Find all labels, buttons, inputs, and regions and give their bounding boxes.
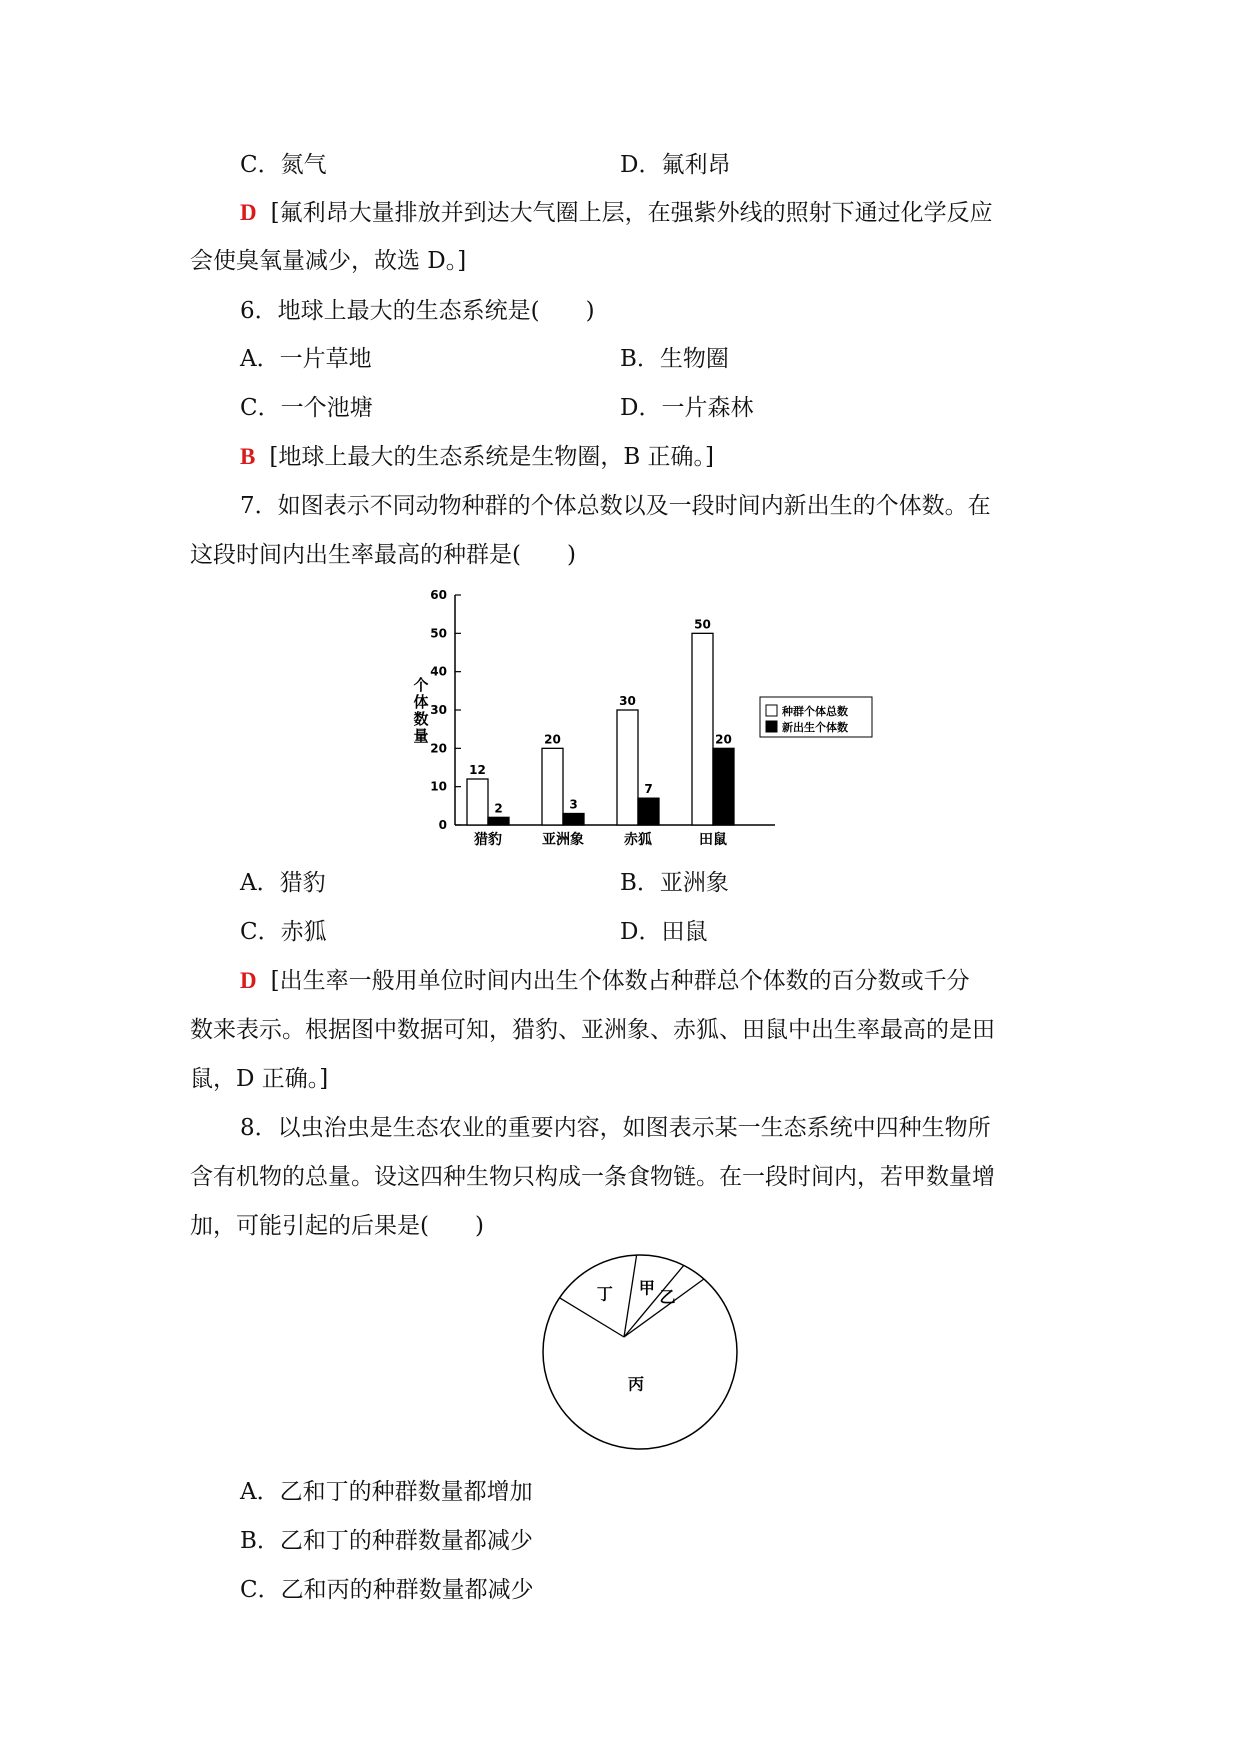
explanation-text: [出生率一般用单位时间内出生个体数占种群总个体数的百分数或千分 bbox=[270, 968, 970, 994]
y-tick-label: 40 bbox=[430, 664, 447, 679]
bar-newborn bbox=[713, 748, 734, 825]
bar-newborn bbox=[488, 817, 509, 825]
q7-explanation-cont2: 鼠，D 正确。] bbox=[190, 1066, 329, 1092]
y-tick-label: 10 bbox=[430, 779, 447, 794]
pie-slice-label: 甲 bbox=[638, 1278, 655, 1298]
bar-data-label: 50 bbox=[694, 617, 711, 632]
explanation-text: [地球上最大的生态系统是生物圈，B 正确。] bbox=[269, 444, 715, 470]
bar-data-label: 30 bbox=[619, 694, 636, 708]
bar-total bbox=[542, 748, 563, 825]
bar-chart bbox=[395, 585, 885, 850]
answer-letter: B bbox=[240, 444, 256, 469]
y-axis-label-char: 个 bbox=[413, 676, 429, 694]
pie-slice-label: 乙 bbox=[659, 1287, 676, 1307]
q8-stem-line3: 加，可能引起的后果是( ) bbox=[190, 1213, 484, 1239]
answer-letter: D bbox=[240, 200, 257, 225]
q6-answer bbox=[240, 442, 1110, 472]
q5-option-d: D．氟利昂 bbox=[620, 152, 731, 178]
explanation-text: [氟利昂大量排放并到达大气圈上层，在强紫外线的照射下通过化学反应 bbox=[270, 200, 993, 226]
bar-total bbox=[467, 779, 488, 825]
pie-slice-label: 丙 bbox=[627, 1374, 644, 1394]
legend-label: 种群个体总数 bbox=[782, 705, 848, 718]
q5-explanation-cont: 会使臭氧量减少，故选 D。] bbox=[190, 248, 467, 274]
y-tick-label: 20 bbox=[430, 741, 447, 756]
q8-stem-line1: 8．以虫治虫是生态农业的重要内容，如图表示某一生态系统中四种生物所 bbox=[240, 1115, 991, 1141]
x-tick-label: 亚洲象 bbox=[542, 832, 584, 848]
bar-total bbox=[617, 710, 638, 825]
bar-data-label: 3 bbox=[569, 797, 578, 812]
y-axis-label-char: 体 bbox=[413, 693, 429, 711]
bar-data-label: 7 bbox=[644, 782, 653, 797]
q5-answer bbox=[240, 198, 1110, 228]
q8-option-a: A．乙和丁的种群数量都增加 bbox=[240, 1479, 533, 1505]
legend-swatch bbox=[766, 721, 777, 732]
y-tick-label: 30 bbox=[430, 703, 447, 717]
legend-swatch bbox=[766, 705, 777, 716]
y-tick-label: 60 bbox=[430, 588, 447, 602]
q7-stem-line2: 这段时间内出生率最高的种群是( ) bbox=[190, 542, 576, 568]
y-tick-label: 0 bbox=[438, 818, 447, 832]
q7-explanation-cont1: 数来表示。根据图中数据可知，猎豹、亚洲象、赤狐、田鼠中出生率最高的是田 bbox=[190, 1017, 995, 1043]
pie-chart bbox=[535, 1247, 745, 1457]
bar-data-label: 20 bbox=[715, 732, 732, 747]
q6-option-b: B．生物圈 bbox=[620, 346, 729, 372]
bar-data-label: 2 bbox=[494, 801, 503, 816]
q7-option-c: C．赤狐 bbox=[240, 919, 327, 945]
bar-data-label: 12 bbox=[469, 763, 486, 777]
q6-option-a: A．一片草地 bbox=[240, 346, 372, 372]
q6-stem: 6．地球上最大的生态系统是( ) bbox=[240, 298, 595, 324]
pie-slice-label: 丁 bbox=[596, 1284, 613, 1304]
q7-option-d: D．田鼠 bbox=[620, 919, 708, 945]
bar-data-label: 20 bbox=[544, 732, 561, 747]
x-tick-label: 赤狐 bbox=[624, 832, 652, 848]
q6-option-d: D．一片森林 bbox=[620, 395, 754, 421]
q8-stem-line2: 含有机物的总量。设这四种生物只构成一条食物链。在一段时间内，若甲数量增 bbox=[190, 1164, 995, 1190]
bar-total bbox=[692, 633, 713, 825]
y-axis-label-char: 数 bbox=[413, 710, 429, 728]
q7-stem-line1: 7．如图表示不同动物种群的个体总数以及一段时间内新出生的个体数。在 bbox=[240, 493, 991, 519]
bar-newborn bbox=[638, 798, 659, 825]
q6-option-c: C．一个池塘 bbox=[240, 395, 373, 421]
y-tick-label: 50 bbox=[430, 626, 447, 641]
q8-option-c: C．乙和丙的种群数量都减少 bbox=[240, 1577, 534, 1603]
q8-option-b: B．乙和丁的种群数量都减少 bbox=[240, 1528, 533, 1554]
x-tick-label: 猎豹 bbox=[474, 832, 502, 848]
q7-option-a: A．猎豹 bbox=[240, 870, 326, 896]
x-tick-label: 田鼠 bbox=[699, 832, 727, 848]
legend-label: 新出生个体数 bbox=[782, 721, 848, 734]
bar-newborn bbox=[563, 814, 584, 826]
answer-letter: D bbox=[240, 968, 257, 993]
y-axis-label-char: 量 bbox=[413, 727, 429, 745]
q7-option-b: B．亚洲象 bbox=[620, 870, 729, 896]
q7-answer bbox=[240, 966, 1110, 996]
q5-option-c: C．氮气 bbox=[240, 152, 327, 178]
